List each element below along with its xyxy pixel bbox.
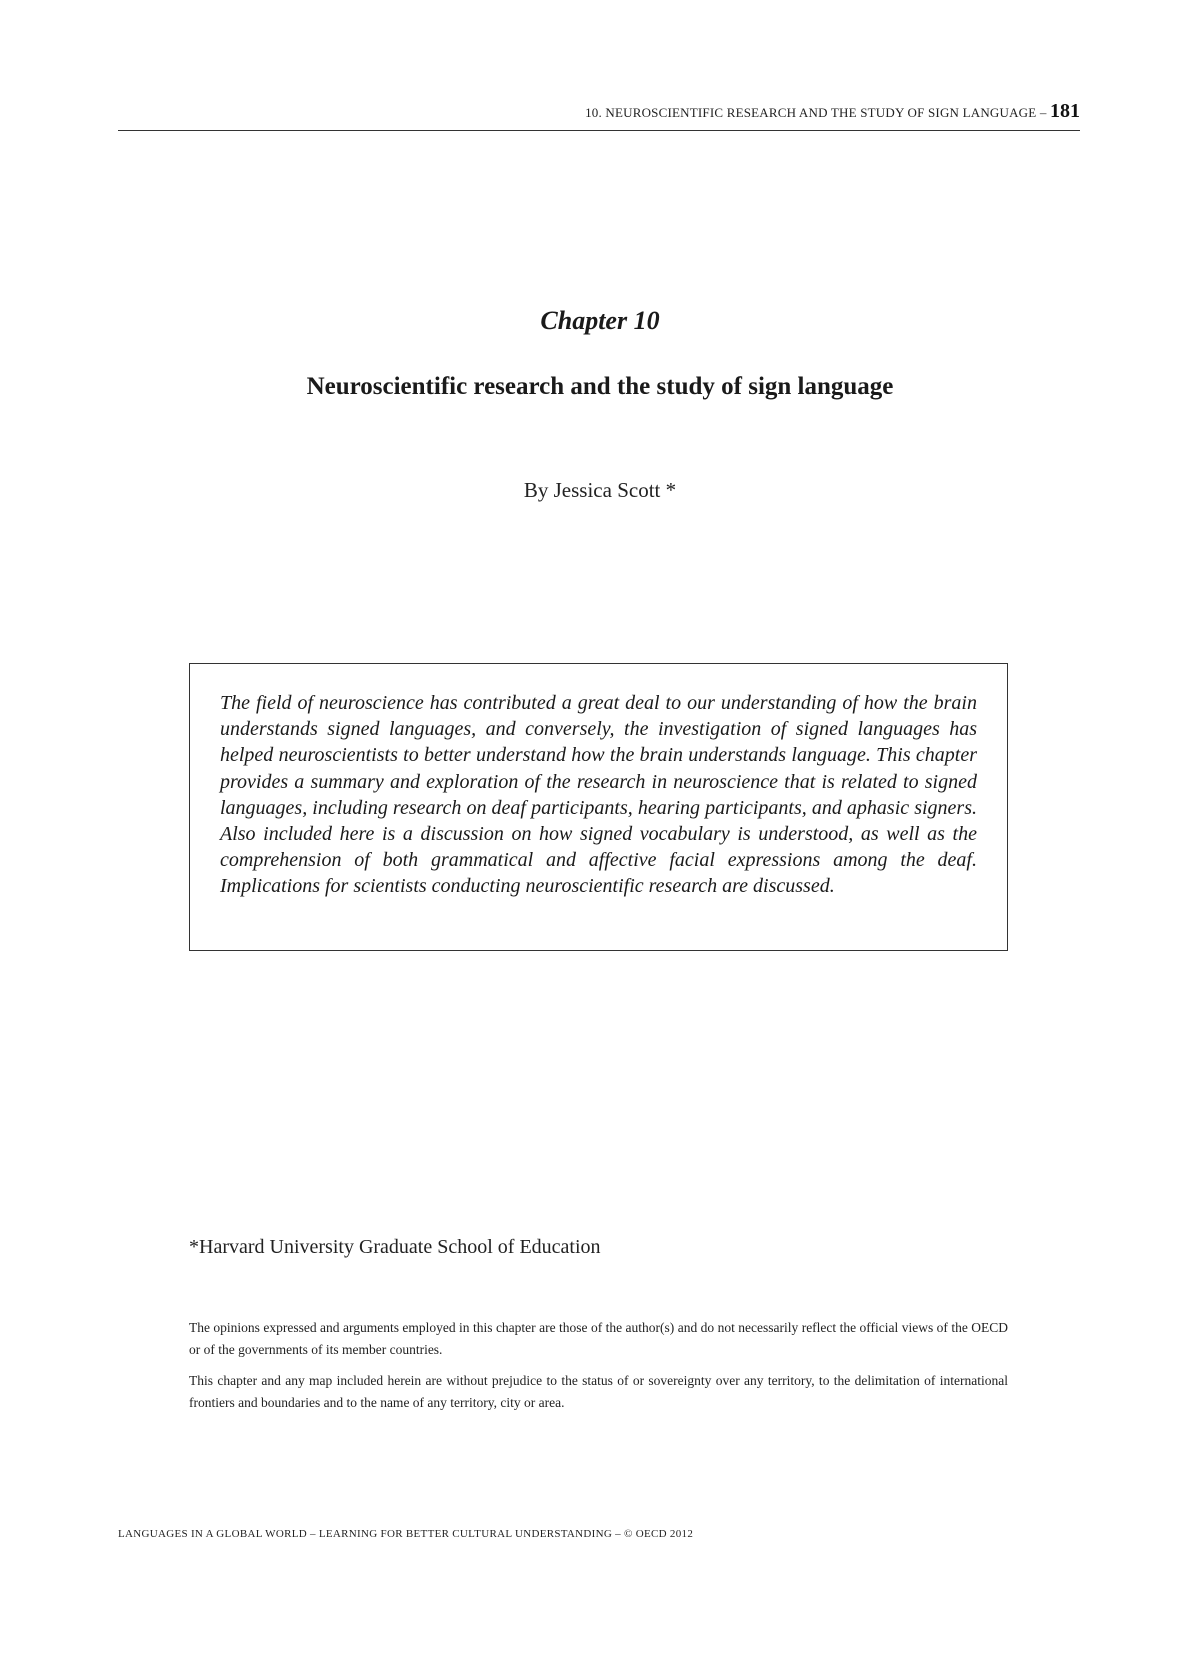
running-footer: LANGUAGES IN A GLOBAL WORLD – LEARNING FOR BETTER CULTURAL UNDERSTANDING – © OECD 2012 [118, 1528, 694, 1540]
disclaimer-opinions: The opinions expressed and arguments employed in this chapter are those of the author(s) and do not necessarily reflect the official views of the OECD or of the governments of its member countries. [189, 1320, 1008, 1357]
running-header-title: 10. NEUROSCIENTIFIC RESEARCH AND THE STUDY OF SIGN LANGUAGE – [585, 105, 1050, 120]
chapter-label: Chapter 10 [540, 306, 660, 335]
page-number: 181 [1050, 100, 1080, 122]
abstract-box [189, 663, 1008, 951]
abstract-text: The field of neuroscience has contributed a great deal to our understanding of how the brain understands signed languages, and conversely, the investigation of signed languages has helped neuroscientists to better understand how the brain understands language. This chapter provides a summary and exploration of the research in neuroscience that is related to signed languages, including research on deaf participants, hearing participants, and aphasic signers. Also included here is a discussion on how signed vocabulary is understood, as well as the comprehension of both grammatical and affective facial expressions among the deaf. Implications for scientists conducting neuroscientific research are discussed. [220, 692, 977, 898]
running-header [118, 100, 1080, 131]
author-byline: By Jessica Scott * [523, 478, 677, 502]
chapter-title: Neuroscientific research and the study of sign language [306, 373, 894, 400]
disclaimer-territory: This chapter and any map included herein are without prejudice to the status of or sovereignty over any territory, to the delimitation of international frontiers and boundaries and to the name of any territory, city or area. [189, 1373, 1008, 1410]
author-affiliation-footnote: *Harvard University Graduate School of Education [189, 1236, 601, 1258]
